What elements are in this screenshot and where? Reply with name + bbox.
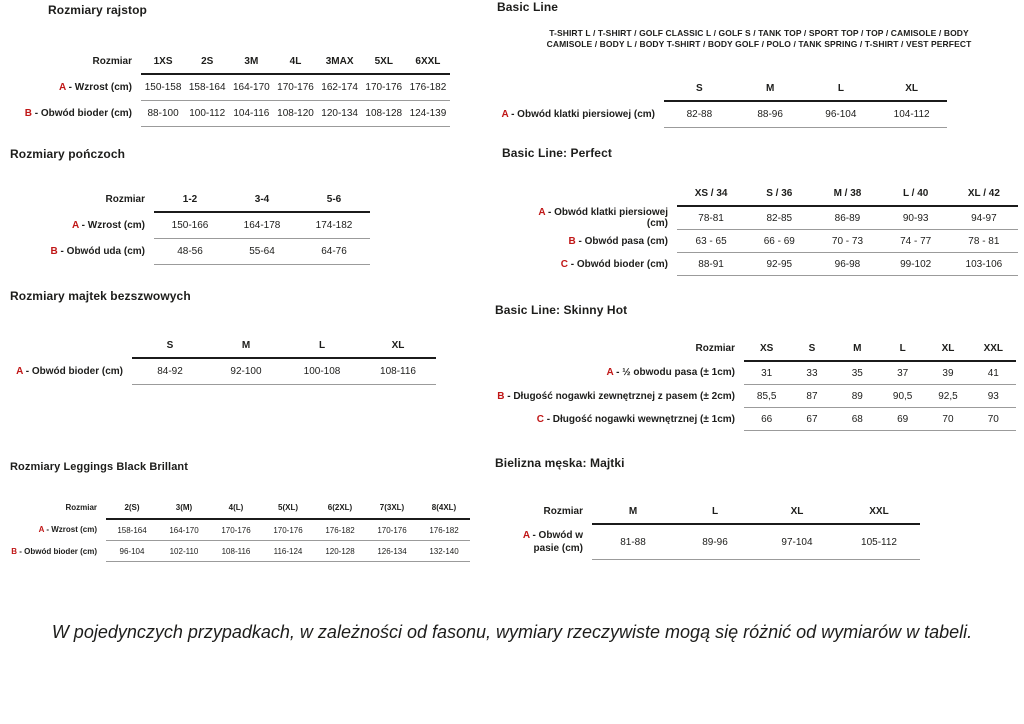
- section-title: Basic Line: [497, 0, 559, 14]
- column-header: 6XXL: [406, 49, 450, 74]
- row-label: A - Obwód w pasie (cm): [522, 529, 583, 554]
- section-basic-line: [497, 0, 947, 128]
- size-table: [520, 181, 1018, 276]
- column-header: 1XS: [141, 49, 185, 74]
- section-title: Basic Line: Skinny Hot: [495, 303, 628, 317]
- table-row: [40, 239, 370, 265]
- column-header: S / 36: [745, 181, 813, 206]
- size-value: 103-106: [950, 253, 1018, 276]
- table-row: [505, 524, 920, 560]
- section-rozmiary-majtek-bezszwowych: [8, 289, 436, 385]
- size-value: 48-56: [154, 239, 226, 265]
- table-row: [8, 74, 450, 101]
- size-value: 68: [835, 408, 880, 431]
- column-header: XXL: [838, 499, 920, 524]
- table-row: [520, 206, 1018, 230]
- size-value: 41: [971, 361, 1016, 385]
- header-row: [40, 187, 370, 212]
- section-title: Bielizna męska: Majtki: [495, 456, 625, 470]
- column-header: XL / 42: [950, 181, 1018, 206]
- column-header: 4(L): [210, 496, 262, 519]
- table-row: [495, 408, 1016, 431]
- column-header: 3MAX: [318, 49, 362, 74]
- size-value: 82-88: [664, 101, 735, 128]
- column-header: M: [592, 499, 674, 524]
- size-value: 94-97: [950, 206, 1018, 230]
- table-row: [495, 385, 1016, 408]
- size-value: 82-85: [745, 206, 813, 230]
- section-basic-line-skinny-hot: [495, 303, 1016, 431]
- size-value: 170-176: [273, 74, 317, 101]
- section-title: Rozmiary majtek bezszwowych: [10, 289, 191, 303]
- column-header: 4L: [273, 49, 317, 74]
- basic-line-product-list: [500, 28, 1018, 49]
- column-header: 2S: [185, 49, 229, 74]
- row-label: A - ½ obwodu pasa (± 1cm): [606, 367, 735, 379]
- section-bielizna-meska-majtki: [495, 456, 920, 560]
- size-value: 170-176: [366, 519, 418, 541]
- row-label: A - Wzrost (cm): [59, 81, 132, 93]
- size-value: 81-88: [592, 524, 674, 560]
- table-row: [6, 541, 470, 562]
- column-header: M: [208, 333, 284, 358]
- size-value: 31: [744, 361, 789, 385]
- header-row: [6, 496, 470, 519]
- size-value: 74 - 77: [882, 230, 950, 253]
- row-label: B - Długość nogawki zewnętrznej z pasem (± 2cm): [497, 390, 735, 402]
- row-label: B - Obwód uda (cm): [50, 246, 145, 257]
- size-value: 85,5: [744, 385, 789, 408]
- column-header: S: [664, 76, 735, 101]
- size-value: 170-176: [262, 519, 314, 541]
- size-table: [40, 187, 370, 265]
- dimension-letter: B: [497, 390, 505, 402]
- size-value: 170-176: [362, 74, 406, 101]
- size-value: 164-178: [226, 212, 298, 239]
- column-header: 6(2XL): [314, 496, 366, 519]
- size-value: 120-128: [314, 541, 366, 562]
- dimension-letter: C: [560, 258, 568, 270]
- size-value: 170-176: [210, 519, 262, 541]
- header-label: [8, 333, 132, 358]
- header-label: Rozmiar: [92, 56, 132, 67]
- size-value: 92,5: [925, 385, 970, 408]
- table-row: [495, 361, 1016, 385]
- size-value: 150-158: [141, 74, 185, 101]
- column-header: M / 38: [813, 181, 881, 206]
- size-value: 89-96: [674, 524, 756, 560]
- column-header: XL: [360, 333, 436, 358]
- size-value: 162-174: [318, 74, 362, 101]
- size-value: 88-100: [141, 101, 185, 127]
- size-value: 64-76: [298, 239, 370, 265]
- column-header: XXL: [971, 336, 1016, 361]
- header-row: [8, 49, 450, 74]
- dimension-letter: A: [16, 365, 23, 377]
- column-header: M: [735, 76, 806, 101]
- header-label: Rozmiar: [695, 343, 735, 354]
- size-value: 174-182: [298, 212, 370, 239]
- size-value: 150-166: [154, 212, 226, 239]
- size-value: 102-110: [158, 541, 210, 562]
- size-value: 93: [971, 385, 1016, 408]
- size-value: 96-104: [806, 101, 877, 128]
- size-table: [495, 336, 1016, 431]
- row-label: A - Obwód bioder (cm): [16, 365, 123, 377]
- section-title: Rozmiary rajstop: [48, 3, 147, 17]
- size-value: 84-92: [132, 358, 208, 385]
- section-rozmiary-ponczoch: [10, 147, 370, 265]
- column-header: 3M: [229, 49, 273, 74]
- section-rozmiary-leggings-black-brillant: [6, 460, 470, 562]
- header-label: Rozmiar: [65, 503, 97, 512]
- size-value: 116-124: [262, 541, 314, 562]
- size-value: 78 - 81: [950, 230, 1018, 253]
- size-value: 89: [835, 385, 880, 408]
- header-row: [495, 336, 1016, 361]
- size-value: 158-164: [185, 74, 229, 101]
- size-value: 63 - 65: [677, 230, 745, 253]
- row-label: C - Długość nogawki wewnętrznej (± 1cm): [536, 413, 735, 425]
- size-value: 96-104: [106, 541, 158, 562]
- size-value: 100-108: [284, 358, 360, 385]
- section-title: Basic Line: Perfect: [502, 146, 612, 160]
- size-value: 126-134: [366, 541, 418, 562]
- dimension-letter: A: [501, 108, 509, 120]
- size-value: 105-112: [838, 524, 920, 560]
- size-value: 164-170: [158, 519, 210, 541]
- dimension-letter: A: [72, 219, 79, 231]
- dimension-letter: A: [59, 81, 66, 93]
- dimension-letter: B: [24, 108, 32, 119]
- column-header: 5(XL): [262, 496, 314, 519]
- header-row: [8, 333, 436, 358]
- section-rozmiary-rajstop: [8, 3, 450, 127]
- header-row: [500, 76, 947, 101]
- row-label: B - Obwód bioder (cm): [11, 546, 97, 556]
- column-header: L: [880, 336, 925, 361]
- size-value: 108-120: [273, 101, 317, 127]
- size-value: 104-112: [876, 101, 947, 128]
- size-value: 158-164: [106, 519, 158, 541]
- disclaimer-text: W pojedynczych przypadkach, w zależności od fasonu, wymiary rzeczywiste mogą się różnić od wymiarów w tabeli.: [51, 622, 973, 642]
- dimension-letter: A: [38, 525, 45, 535]
- dimension-letter: A: [538, 206, 546, 218]
- size-value: 97-104: [756, 524, 838, 560]
- table-row: [520, 253, 1018, 276]
- size-value: 86-89: [813, 206, 881, 230]
- row-label: B - Obwód pasa (cm): [568, 235, 668, 247]
- column-header: 7(3XL): [366, 496, 418, 519]
- size-value: 90-93: [882, 206, 950, 230]
- size-value: 100-112: [185, 101, 229, 127]
- section-title: Rozmiary Leggings Black Brillant: [10, 461, 189, 473]
- column-header: 3-4: [226, 187, 298, 212]
- column-header: XS: [744, 336, 789, 361]
- column-header: S: [789, 336, 834, 361]
- size-value: 66: [744, 408, 789, 431]
- header-row: [505, 499, 920, 524]
- column-header: M: [835, 336, 880, 361]
- size-value: 88-91: [677, 253, 745, 276]
- size-value: 104-116: [229, 101, 273, 127]
- size-value: 108-128: [362, 101, 406, 127]
- table-row: [6, 519, 470, 541]
- column-header: XS / 34: [677, 181, 745, 206]
- header-row: [520, 181, 1018, 206]
- size-table: [6, 496, 470, 562]
- header-label: [520, 181, 677, 206]
- column-header: 1-2: [154, 187, 226, 212]
- column-header: L: [284, 333, 360, 358]
- row-label: C - Obwód bioder (cm): [560, 258, 668, 270]
- header-label: [500, 76, 664, 101]
- size-value: 120-134: [318, 101, 362, 127]
- column-header: 5-6: [298, 187, 370, 212]
- size-value: 87: [789, 385, 834, 408]
- size-value: 37: [880, 361, 925, 385]
- section-title: Rozmiary pończoch: [10, 147, 126, 161]
- size-value: 88-96: [735, 101, 806, 128]
- size-value: 99-102: [882, 253, 950, 276]
- size-value: 70: [971, 408, 1016, 431]
- table-row: [520, 230, 1018, 253]
- size-value: 55-64: [226, 239, 298, 265]
- table-row: [500, 101, 947, 128]
- table-row: [8, 101, 450, 127]
- size-value: 176-182: [418, 519, 470, 541]
- size-value: 92-95: [745, 253, 813, 276]
- dimension-letter: A: [606, 367, 614, 379]
- size-value: 35: [835, 361, 880, 385]
- table-row: [8, 358, 436, 385]
- size-value: 69: [880, 408, 925, 431]
- column-header: 8(4XL): [418, 496, 470, 519]
- row-label: A - Obwód klatki piersiowej (cm): [538, 206, 668, 229]
- size-value: 176-182: [406, 74, 450, 101]
- column-header: 2(S): [106, 496, 158, 519]
- size-table: [500, 76, 947, 128]
- size-value: 164-170: [229, 74, 273, 101]
- size-value: 124-139: [406, 101, 450, 127]
- size-value: 66 - 69: [745, 230, 813, 253]
- column-header: 3(M): [158, 496, 210, 519]
- size-value: 70 - 73: [813, 230, 881, 253]
- size-table: [8, 333, 436, 385]
- size-value: 96-98: [813, 253, 881, 276]
- column-header: XL: [925, 336, 970, 361]
- size-value: 39: [925, 361, 970, 385]
- row-label: B - Obwód bioder (cm): [24, 108, 132, 119]
- table-row: [40, 212, 370, 239]
- row-label: A - Obwód klatki piersiowej (cm): [501, 108, 655, 120]
- size-value: 108-116: [210, 541, 262, 562]
- column-header: L / 40: [882, 181, 950, 206]
- dimension-letter: C: [536, 413, 544, 425]
- size-value: 78-81: [677, 206, 745, 230]
- column-header: XL: [756, 499, 838, 524]
- dimension-letter: B: [11, 546, 17, 556]
- size-value: 176-182: [314, 519, 366, 541]
- dimension-letter: B: [568, 235, 576, 247]
- section-basic-line-perfect: [502, 146, 1018, 276]
- size-value: 70: [925, 408, 970, 431]
- size-value: 132-140: [418, 541, 470, 562]
- column-header: S: [132, 333, 208, 358]
- row-label: A - Wzrost (cm): [38, 525, 97, 535]
- size-value: 90,5: [880, 385, 925, 408]
- size-table: [8, 49, 450, 127]
- size-value: 67: [789, 408, 834, 431]
- header-label: Rozmiar: [543, 506, 583, 517]
- column-header: L: [806, 76, 877, 101]
- product-list-line: CAMISOLE / BODY L / BODY T-SHIRT / BODY GOLF / POLO / TANK SPRING / T-SHIRT / VEST PERFECT: [546, 38, 972, 49]
- header-label: Rozmiar: [105, 194, 145, 205]
- size-table: [505, 499, 920, 560]
- size-value: 92-100: [208, 358, 284, 385]
- dimension-letter: A: [522, 529, 530, 541]
- size-value: 108-116: [360, 358, 436, 385]
- size-value: 33: [789, 361, 834, 385]
- row-label: A - Wzrost (cm): [72, 219, 145, 231]
- dimension-letter: B: [50, 246, 58, 257]
- column-header: XL: [876, 76, 947, 101]
- column-header: 5XL: [362, 49, 406, 74]
- column-header: L: [674, 499, 756, 524]
- product-list-line: T-SHIRT L / T-SHIRT / GOLF CLASSIC L / GOLF S / TANK TOP / SPORT TOP / TOP / CAMISOLE / BODY: [549, 28, 969, 38]
